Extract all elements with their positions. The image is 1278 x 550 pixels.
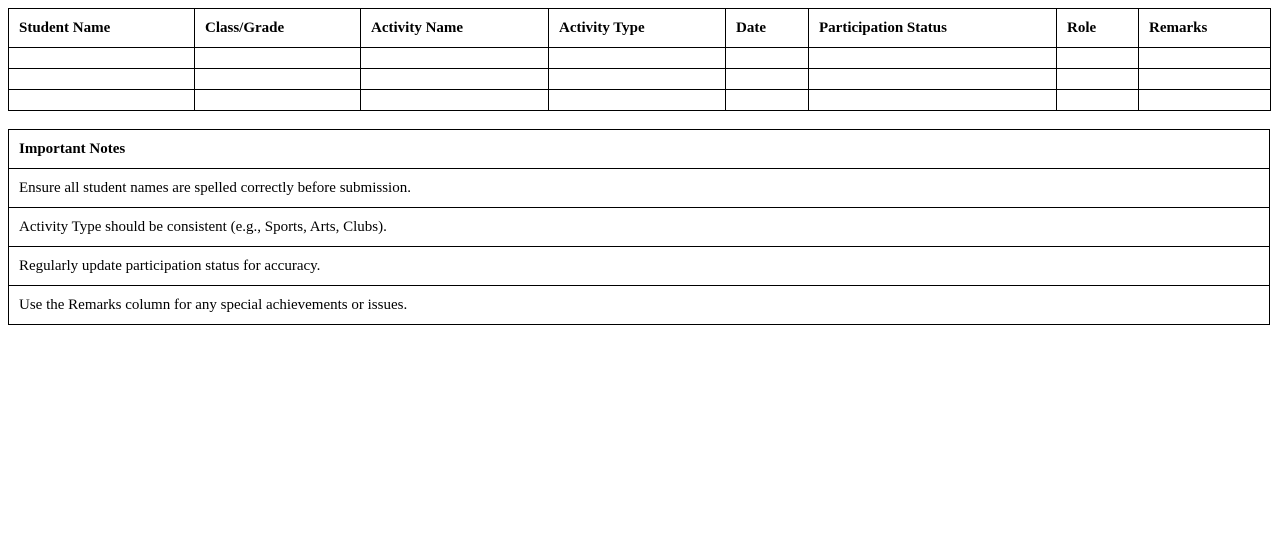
header-activity-name: Activity Name xyxy=(361,9,549,48)
note-item: Activity Type should be consistent (e.g., Sports, Arts, Clubs). xyxy=(9,208,1270,247)
header-role: Role xyxy=(1057,9,1139,48)
note-row xyxy=(9,169,1270,208)
activity-table xyxy=(8,8,1271,111)
table-cell[interactable] xyxy=(549,48,726,69)
table-cell[interactable] xyxy=(726,48,809,69)
notes-table xyxy=(8,129,1270,325)
header-participation-status: Participation Status xyxy=(809,9,1057,48)
note-item: Ensure all student names are spelled correctly before submission. xyxy=(9,169,1270,208)
note-item: Use the Remarks column for any special achievements or issues. xyxy=(9,286,1270,325)
table-cell[interactable] xyxy=(549,90,726,111)
table-cell[interactable] xyxy=(809,48,1057,69)
note-item: Regularly update participation status for accuracy. xyxy=(9,247,1270,286)
table-cell[interactable] xyxy=(361,90,549,111)
table-cell[interactable] xyxy=(9,90,195,111)
table-row xyxy=(9,48,1271,69)
table-cell[interactable] xyxy=(1139,90,1271,111)
table-cell[interactable] xyxy=(549,69,726,90)
notes-header-row xyxy=(9,130,1270,169)
table-cell[interactable] xyxy=(9,69,195,90)
table-row xyxy=(9,69,1271,90)
header-student-name: Student Name xyxy=(9,9,195,48)
table-cell[interactable] xyxy=(1139,69,1271,90)
note-row xyxy=(9,247,1270,286)
header-row xyxy=(9,9,1271,48)
table-cell[interactable] xyxy=(726,69,809,90)
note-row xyxy=(9,208,1270,247)
table-cell[interactable] xyxy=(1057,69,1139,90)
note-row xyxy=(9,286,1270,325)
table-cell[interactable] xyxy=(195,69,361,90)
table-cell[interactable] xyxy=(361,48,549,69)
table-cell[interactable] xyxy=(9,48,195,69)
table-cell[interactable] xyxy=(726,90,809,111)
table-cell[interactable] xyxy=(809,69,1057,90)
table-cell[interactable] xyxy=(361,69,549,90)
table-row xyxy=(9,90,1271,111)
table-cell[interactable] xyxy=(1057,48,1139,69)
header-remarks: Remarks xyxy=(1139,9,1271,48)
header-activity-type: Activity Type xyxy=(549,9,726,48)
table-cell[interactable] xyxy=(195,90,361,111)
table-cell[interactable] xyxy=(1057,90,1139,111)
table-cell[interactable] xyxy=(809,90,1057,111)
notes-title: Important Notes xyxy=(9,130,1270,169)
table-cell[interactable] xyxy=(1139,48,1271,69)
header-class-grade: Class/Grade xyxy=(195,9,361,48)
table-cell[interactable] xyxy=(195,48,361,69)
header-date: Date xyxy=(726,9,809,48)
